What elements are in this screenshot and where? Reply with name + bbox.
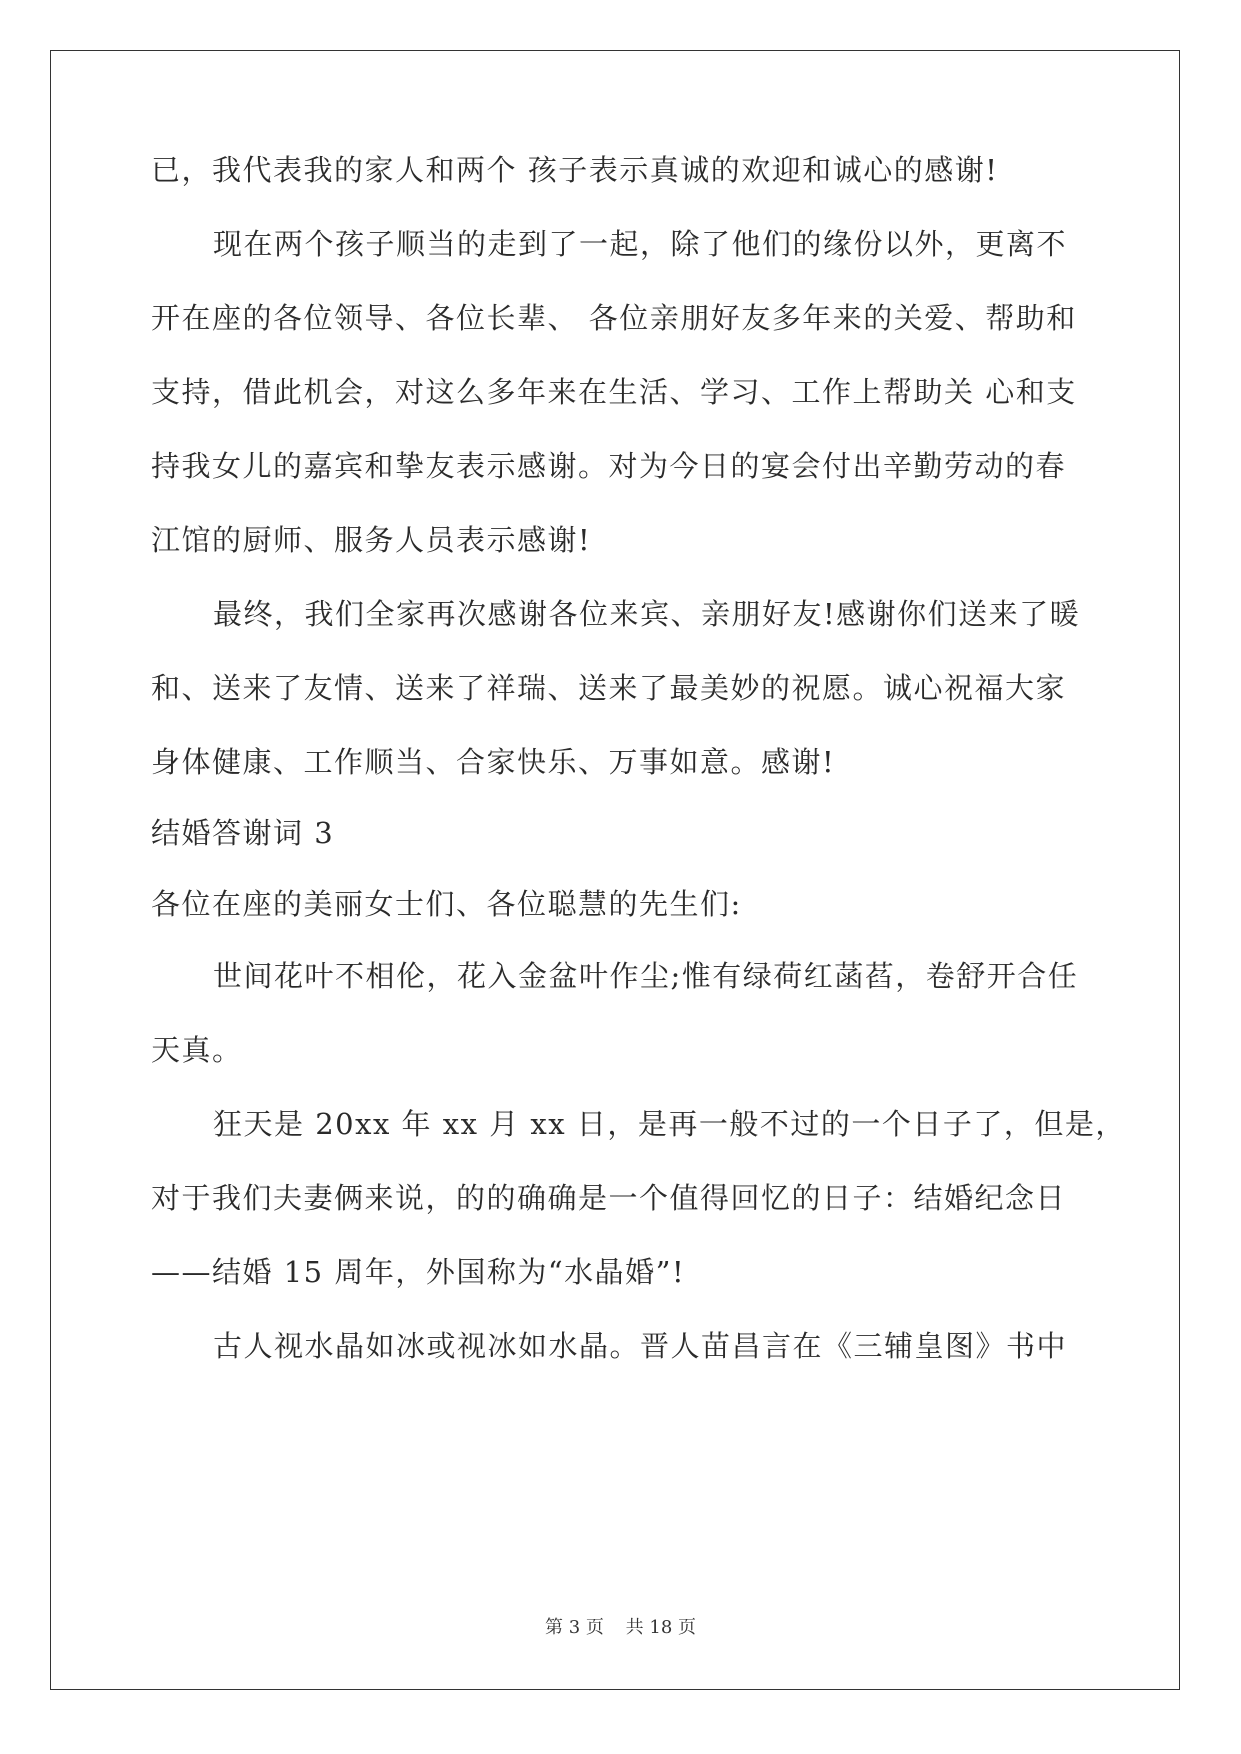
text-line-2: 现在两个孩子顺当的走到了一起，除了他们的缘份以外，更离不 <box>213 227 1068 261</box>
text-line-5: 持我女儿的嘉宾和挚友表示感谢。对为今日的宴会付出辛勤劳动的春 <box>151 449 1067 483</box>
text-line-17: 古人视水晶如冰或视冰如水晶。晋人苗昌言在《三辅皇图》书中 <box>213 1329 1068 1363</box>
text-line-1: 已，我代表我的家人和两个 孩子表示真诚的欢迎和诚心的感谢! <box>151 153 999 187</box>
text-line-7: 最终，我们全家再次感谢各位来宾、亲朋好友!感谢你们送来了暖 <box>213 597 1081 631</box>
text-line-6: 江馆的厨师、服务人员表示感谢! <box>151 523 592 557</box>
page-border <box>50 50 1180 1690</box>
text-line-4: 支持，借此机会，对这么多年来在生活、学习、工作上帮助关 心和支 <box>151 375 1077 409</box>
page-total: 共 18 页 <box>625 1617 696 1638</box>
page-footer <box>0 1613 1241 1639</box>
page-number: 第 3 页 <box>545 1617 604 1638</box>
text-line-16: ——结婚 15 周年，外国称为“水晶婚”! <box>151 1255 686 1289</box>
section-heading: 结婚答谢词 3 <box>151 816 335 850</box>
text-line-15: 对于我们夫妻俩来说，的的确确是一个值得回忆的日子：结婚纪念日 <box>151 1181 1067 1215</box>
text-line-13: 天真。 <box>151 1033 243 1067</box>
text-line-8: 和、送来了友情、送来了祥瑞、送来了最美妙的祝愿。诚心祝福大家 <box>151 671 1067 705</box>
text-line-3: 开在座的各位领导、各位长辈、 各位亲朋好友多年来的关爱、帮助和 <box>151 301 1077 335</box>
text-line-14: 狂天是 20xx 年 xx 月 xx 日，是再一般不过的一个日子了，但是， <box>213 1107 1126 1141</box>
text-line-12: 世间花叶不相伦，花入金盆叶作尘;惟有绿荷红菡萏，卷舒开合任 <box>213 959 1079 993</box>
text-line-9: 身体健康、工作顺当、合家快乐、万事如意。感谢! <box>151 745 836 779</box>
text-line-11: 各位在座的美丽女士们、各位聪慧的先生们: <box>151 887 742 921</box>
